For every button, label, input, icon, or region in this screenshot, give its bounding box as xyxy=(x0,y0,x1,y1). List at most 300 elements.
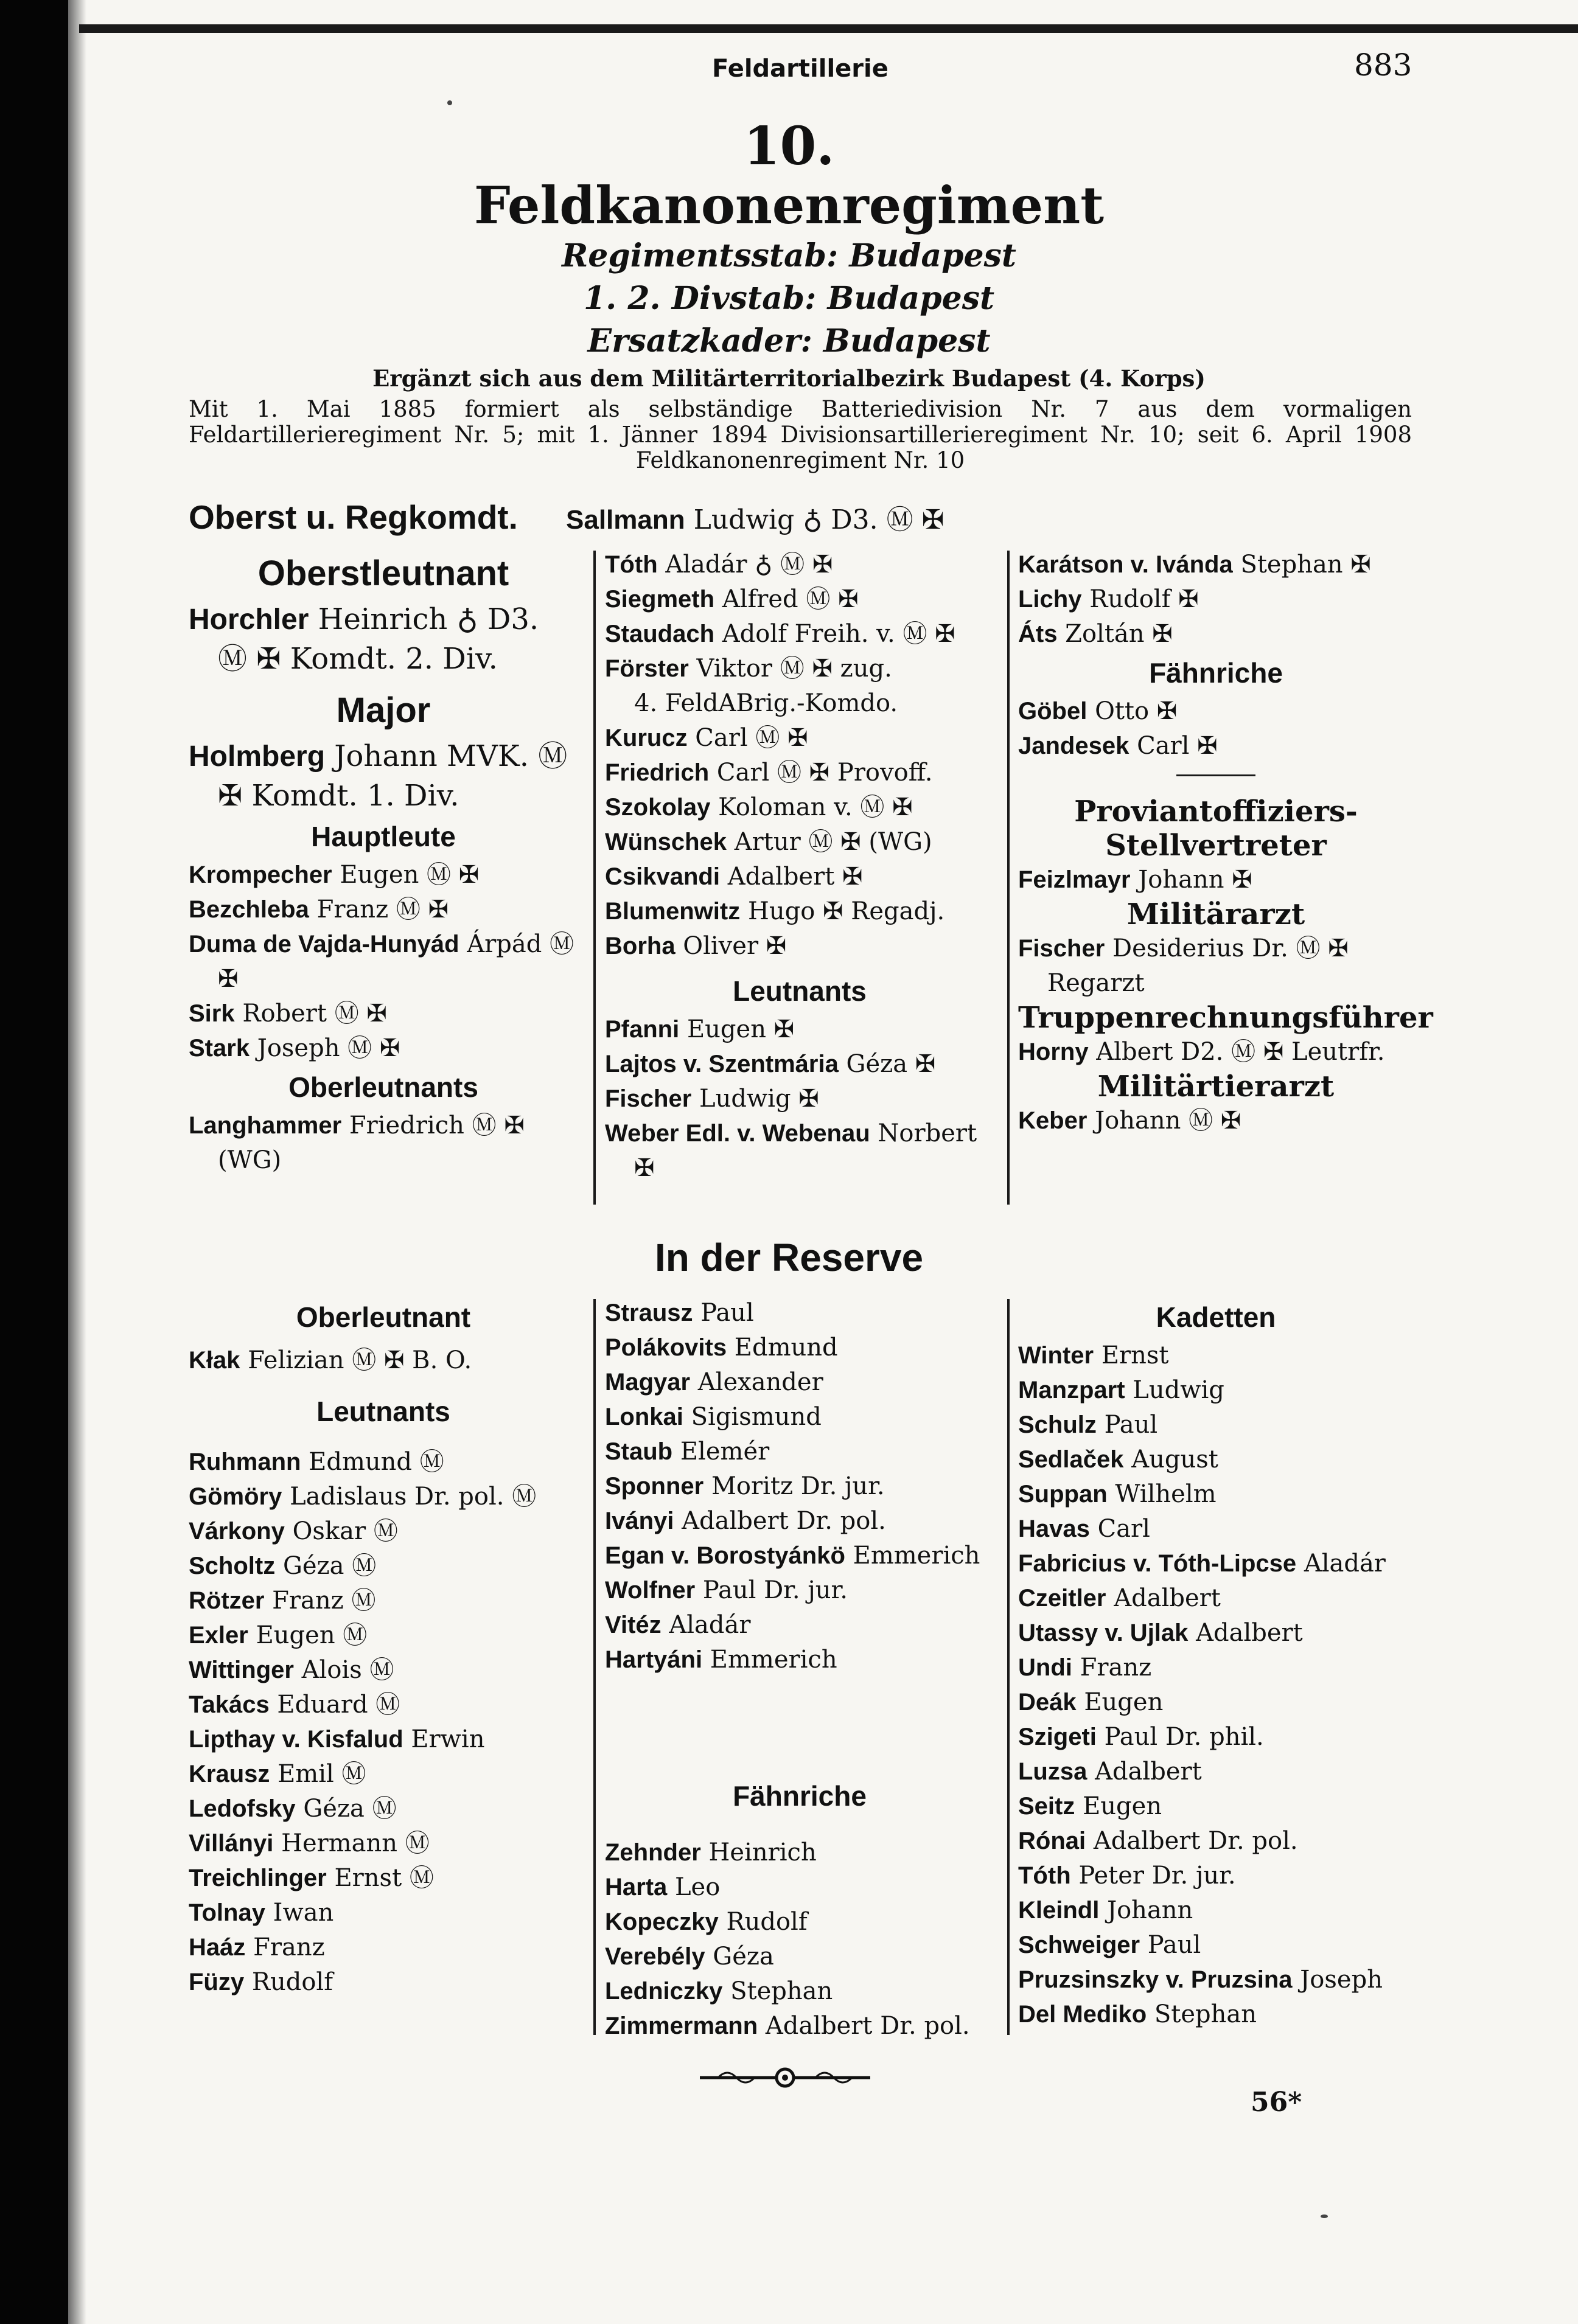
regiment-number: 10. xyxy=(743,116,835,177)
column-divider-upper-1 xyxy=(593,551,596,1205)
entry-details: Ladislaus Dr. pol. Ⓜ xyxy=(290,1483,537,1511)
roster-entry xyxy=(605,1082,994,1116)
entry-details: Johann xyxy=(1107,1896,1193,1924)
entry-details: Friedrich Ⓜ ✠ xyxy=(349,1112,525,1139)
roster-entry xyxy=(605,825,994,860)
column-divider-lower-1 xyxy=(593,1299,596,2035)
roster-entry xyxy=(1018,1477,1414,1512)
entry-details: Robert Ⓜ ✠ xyxy=(242,1000,387,1028)
roster-entry xyxy=(189,1480,578,1514)
entry-surname: Vitéz xyxy=(605,1612,662,1638)
entry-surname: Hartyáni xyxy=(605,1646,703,1673)
paper-speck xyxy=(1321,2214,1328,2218)
commander-rank: Oberst u. Regkomdt. xyxy=(189,498,518,536)
entry-surname: Duma de Vajda-Hunyád xyxy=(189,931,459,958)
entry-surname: Kleindl xyxy=(1018,1897,1100,1924)
entry-surname: Gömöry xyxy=(189,1483,282,1510)
entry-surname: Exler xyxy=(189,1622,248,1649)
entry-surname: Kłak xyxy=(189,1347,240,1374)
entry-surname: Sedlaček xyxy=(1018,1446,1124,1473)
entry-surname: Tolnay xyxy=(189,1899,265,1926)
active-column-1 xyxy=(189,548,578,1178)
entry-surname: Stark xyxy=(189,1035,250,1062)
entry-surname: Ledofsky xyxy=(189,1795,296,1822)
active-column-3 xyxy=(1018,548,1433,1138)
entry-details: Eduard Ⓜ xyxy=(277,1691,400,1719)
roster-entry xyxy=(605,652,994,686)
entry-surname: Manzpart xyxy=(1018,1377,1125,1404)
roster-entry xyxy=(605,1047,994,1082)
entry-surname: Suppan xyxy=(1018,1481,1108,1508)
roster-entry xyxy=(189,892,578,927)
entry-surname: Zimmermann xyxy=(605,2013,758,2039)
roster-entry xyxy=(189,1965,578,2000)
entry-surname: Deák xyxy=(1018,1689,1077,1716)
entry-details: Zoltán ✠ xyxy=(1065,620,1173,648)
roster-entry xyxy=(605,1012,994,1047)
entry-surname: Villányi xyxy=(189,1830,274,1857)
recruitment-district: Ergänzt sich aus dem Militärterritorialbezirk Budapest (4. Korps) xyxy=(372,365,1206,392)
entry-details: ✠ Komdt. 1. Div. xyxy=(218,779,459,813)
entry-list xyxy=(605,1296,994,1677)
heading-militaerarzt: Militärarzt xyxy=(1126,897,1305,931)
roster-entry xyxy=(189,927,578,962)
entry-details: Géza Ⓜ xyxy=(282,1552,377,1580)
roster-entry xyxy=(1018,729,1414,764)
entry-details: Eugen Ⓜ xyxy=(256,1621,368,1649)
entry-details: (WG) xyxy=(218,1146,282,1174)
entry-surname: Blumenwitz xyxy=(605,898,741,925)
station-divstab: 1. 2. Divstab: Budapest xyxy=(583,280,995,317)
entry-details: Adalbert xyxy=(1095,1758,1202,1786)
entry-list xyxy=(1018,1035,1414,1070)
entry-list xyxy=(605,1012,994,1186)
roster-entry xyxy=(1018,548,1414,582)
roster-entry xyxy=(189,639,578,678)
entry-details: Johann MVK. Ⓜ xyxy=(334,739,568,773)
entry-details: Árpád Ⓜ xyxy=(467,930,574,958)
roster-entry xyxy=(189,1445,578,1480)
entry-details: Albert D2. Ⓜ ✠ Leutrfr. xyxy=(1096,1038,1385,1066)
roster-entry xyxy=(189,600,578,639)
entry-surname: Lichy xyxy=(1018,586,1082,613)
entry-details: Johann ✠ xyxy=(1138,866,1252,894)
entry-details: Iwan xyxy=(273,1899,334,1927)
entry-details: Eugen Ⓜ ✠ xyxy=(340,861,480,889)
running-head: Feldartillerie xyxy=(712,55,888,83)
commander-entry xyxy=(566,498,944,537)
roster-entry xyxy=(189,1896,578,1930)
roster-entry xyxy=(605,1573,994,1608)
entry-surname: Tóth xyxy=(605,551,658,578)
entry-surname: Keber xyxy=(1018,1107,1087,1134)
roster-entry xyxy=(189,962,578,997)
entry-surname: Zehnder xyxy=(605,1839,701,1866)
entry-surname: Friedrich xyxy=(605,759,710,786)
entry-details: Moritz Dr. jur. xyxy=(711,1472,885,1500)
entry-surname: Ledniczky xyxy=(605,1978,723,2005)
entry-details: Aladár ♁ Ⓜ ✠ xyxy=(665,551,833,579)
roster-entry xyxy=(189,1584,578,1618)
entry-list xyxy=(1018,931,1414,1001)
entry-surname: Jandesek xyxy=(1018,732,1129,759)
active-column-2 xyxy=(605,548,994,1186)
entry-details: Norbert xyxy=(878,1119,977,1147)
entry-details: Oskar Ⓜ xyxy=(292,1517,398,1545)
roster-entry xyxy=(605,894,994,929)
entry-surname: Schweiger xyxy=(1018,1932,1140,1958)
roster-entry xyxy=(1018,1755,1414,1789)
entry-list xyxy=(189,858,578,1066)
entry-surname: Várkony xyxy=(189,1518,285,1545)
entry-details: Emil Ⓜ xyxy=(278,1760,366,1788)
roster-entry xyxy=(1018,1546,1414,1581)
entry-list xyxy=(1018,1104,1414,1138)
ornament-icon xyxy=(694,2062,876,2093)
entry-details: Carl Ⓜ ✠ Provoff. xyxy=(716,759,933,787)
reserve-column-2 xyxy=(605,1296,994,2044)
entry-surname: Sponner xyxy=(605,1473,704,1500)
entry-surname: Staub xyxy=(605,1438,673,1465)
entry-details: Rudolf xyxy=(251,1968,333,1996)
entry-surname: Lipthay v. Kisfalud xyxy=(189,1726,403,1753)
entry-surname: Fabricius v. Tóth-Lipcse xyxy=(1018,1550,1297,1577)
roster-entry xyxy=(1018,1442,1414,1477)
entry-surname: Harta xyxy=(605,1874,668,1901)
entry-details: Ⓜ ✠ Komdt. 2. Div. xyxy=(218,642,498,676)
entry-details: Stephan xyxy=(1154,2000,1257,2028)
entry-details: Desiderius Dr. Ⓜ ✠ xyxy=(1112,934,1349,962)
roster-entry xyxy=(605,1365,994,1400)
section-rule xyxy=(1176,774,1255,776)
roster-entry xyxy=(1018,1373,1414,1408)
entry-surname: Feizlmayr xyxy=(1018,866,1131,893)
roster-entry xyxy=(1018,863,1414,897)
roster-entry xyxy=(1018,1581,1414,1616)
entry-surname: Füzy xyxy=(189,1969,245,1995)
entry-surname: Weber Edl. v. Webenau xyxy=(605,1120,870,1147)
entry-details: Alfred Ⓜ ✠ xyxy=(722,585,859,613)
entry-surname: Horchler xyxy=(189,604,309,636)
roster-entry xyxy=(605,582,994,617)
entry-details: Ludwig ✠ xyxy=(699,1085,819,1113)
entry-details: Johann Ⓜ ✠ xyxy=(1095,1107,1241,1135)
entry-details: Hermann Ⓜ xyxy=(281,1829,430,1857)
roster-entry xyxy=(605,1643,994,1677)
roster-entry xyxy=(189,1930,578,1965)
entry-surname: Fischer xyxy=(1018,935,1105,962)
entry-details: Géza xyxy=(713,1943,774,1971)
entry-details: Ernst Ⓜ xyxy=(334,1864,434,1892)
entry-surname: Del Mediko xyxy=(1018,2001,1147,2028)
roster-entry xyxy=(605,548,994,582)
entry-surname: Sirk xyxy=(189,1000,235,1027)
roster-entry xyxy=(605,1870,994,1905)
roster-entry xyxy=(1018,966,1414,1001)
entry-list xyxy=(189,1343,578,1378)
entry-details: Edmund xyxy=(734,1334,838,1362)
entry-list xyxy=(189,1445,578,2000)
heading-proviantoffizier: Proviantoffiziers-Stellvertreter xyxy=(1074,795,1358,863)
entry-details: Edmund Ⓜ xyxy=(309,1448,444,1476)
entry-surname: Schulz xyxy=(1018,1411,1097,1438)
entry-surname: Seitz xyxy=(1018,1793,1075,1820)
roster-entry xyxy=(1018,1997,1414,2032)
entry-details: Viktor Ⓜ ✠ zug. xyxy=(696,655,892,683)
roster-entry xyxy=(1018,1651,1414,1685)
entry-surname: Langhammer xyxy=(189,1112,342,1139)
roster-entry xyxy=(605,686,994,721)
entry-surname: Tóth xyxy=(1018,1862,1071,1889)
roster-entry xyxy=(1018,1824,1414,1859)
entry-details: Alexander xyxy=(697,1368,823,1396)
roster-entry xyxy=(189,1143,578,1178)
roster-entry xyxy=(1018,694,1414,729)
entry-list xyxy=(605,1835,994,2044)
entry-details: Eugen xyxy=(1083,1792,1162,1820)
roster-entry xyxy=(189,1549,578,1584)
entry-details: Paul xyxy=(1147,1931,1201,1959)
entry-surname: Wolfner xyxy=(605,1577,696,1604)
roster-entry xyxy=(605,2009,994,2044)
roster-entry xyxy=(189,1653,578,1688)
entry-details: Paul Dr. jur. xyxy=(702,1576,848,1604)
entry-details: Carl ✠ xyxy=(1137,732,1218,760)
entry-surname: Lonkai xyxy=(605,1404,683,1430)
entry-surname: Takács xyxy=(189,1691,270,1718)
entry-details: Adalbert xyxy=(1196,1619,1303,1647)
entry-surname: Lajtos v. Szentmária xyxy=(605,1051,839,1077)
entry-surname: Luzsa xyxy=(1018,1758,1087,1785)
entry-surname: Strausz xyxy=(605,1299,693,1326)
entry-list xyxy=(189,737,578,815)
entry-details: Sigismund xyxy=(691,1403,822,1431)
entry-details: Joseph xyxy=(1300,1966,1383,1994)
entry-details: Paul xyxy=(1104,1411,1158,1439)
roster-entry xyxy=(189,1757,578,1792)
entry-details: Eugen ✠ xyxy=(686,1015,795,1043)
heading-leutnants: Leutnants xyxy=(316,1396,450,1427)
entry-details: Aladár xyxy=(1304,1550,1386,1578)
entry-surname: Horny xyxy=(1018,1038,1089,1065)
entry-details: August xyxy=(1131,1446,1218,1473)
roster-entry xyxy=(189,1343,578,1378)
entry-list xyxy=(189,1108,578,1178)
entry-details: Heinrich xyxy=(708,1839,817,1867)
roster-entry xyxy=(1018,1720,1414,1755)
entry-details: Alois Ⓜ xyxy=(301,1656,394,1684)
entry-surname: Magyar xyxy=(605,1369,691,1396)
roster-entry xyxy=(1018,1859,1414,1893)
entry-surname: Karátson v. Ivánda xyxy=(1018,551,1233,578)
commander-details: Ludwig ♁ D3. Ⓜ ✠ xyxy=(693,504,944,535)
entry-surname: Winter xyxy=(1018,1342,1094,1369)
roster-entry xyxy=(189,858,578,892)
entry-surname: Iványi xyxy=(605,1508,674,1534)
roster-entry xyxy=(605,1435,994,1469)
roster-entry xyxy=(1018,1512,1414,1546)
entry-surname: Siegmeth xyxy=(605,586,715,613)
entry-details: Emmerich xyxy=(853,1542,980,1570)
roster-entry xyxy=(189,1108,578,1143)
roster-entry xyxy=(1018,1338,1414,1373)
column-divider-lower-2 xyxy=(1007,1299,1010,2035)
heading-oberleutnants: Oberleutnants xyxy=(288,1071,478,1103)
entry-details: Heinrich ♁ D3. xyxy=(318,602,539,636)
entry-details: Leo xyxy=(674,1873,721,1901)
roster-entry xyxy=(189,1618,578,1653)
entry-surname: Pruzsinszky v. Pruzsina xyxy=(1018,1966,1293,1993)
roster-entry xyxy=(189,1514,578,1549)
entry-details: Franz xyxy=(253,1933,325,1961)
entry-surname: Treichlinger xyxy=(189,1865,327,1891)
entry-details: Paul Dr. phil. xyxy=(1104,1723,1264,1751)
entry-details: Oliver ✠ xyxy=(683,932,787,960)
station-ersatzkader: Ersatzkader: Budapest xyxy=(587,322,991,360)
roster-entry xyxy=(605,756,994,790)
top-rule xyxy=(79,24,1578,33)
entry-details: Elemér xyxy=(680,1438,770,1466)
entry-details: Peter Dr. jur. xyxy=(1078,1862,1236,1890)
roster-entry xyxy=(605,1469,994,1504)
roster-entry xyxy=(605,1940,994,1974)
roster-entry xyxy=(605,1608,994,1643)
commander-surname: Sallmann xyxy=(566,505,685,535)
entry-surname: Haáz xyxy=(189,1934,246,1961)
entry-surname: Polákovits xyxy=(605,1334,727,1361)
entry-details: Adalbert Dr. pol. xyxy=(765,2012,970,2040)
entry-surname: Staudach xyxy=(605,621,715,647)
roster-entry xyxy=(189,1688,578,1722)
entry-surname: Fischer xyxy=(605,1085,692,1112)
entry-details: Otto ✠ xyxy=(1095,697,1178,725)
entry-details: Adalbert Dr. pol. xyxy=(1093,1827,1298,1855)
column-divider-upper-2 xyxy=(1007,551,1010,1205)
heading-oberleutnant: Oberleutnant xyxy=(296,1301,471,1333)
roster-entry xyxy=(605,790,994,825)
regiment-name: Feldkanonenregiment xyxy=(474,175,1104,235)
entry-details: Adalbert xyxy=(1114,1584,1221,1612)
entry-details: ✠ xyxy=(218,965,239,993)
entry-surname: Czeitler xyxy=(1018,1585,1106,1612)
entry-surname: Áts xyxy=(1018,621,1058,647)
entry-details: Erwin xyxy=(411,1725,485,1753)
roster-entry xyxy=(189,1792,578,1826)
entry-surname: Göbel xyxy=(1018,698,1087,725)
roster-entry xyxy=(1018,1789,1414,1824)
entry-details: Eugen xyxy=(1084,1688,1164,1716)
entry-details: Franz Ⓜ xyxy=(272,1587,376,1615)
entry-list xyxy=(1018,548,1414,652)
entry-details: Emmerich xyxy=(710,1646,837,1674)
entry-details: Felizian Ⓜ ✠ B. O. xyxy=(248,1346,472,1374)
paper-speck xyxy=(447,100,452,105)
entry-surname: Verebély xyxy=(605,1943,705,1970)
roster-entry xyxy=(1018,1963,1414,1997)
heading-major: Major xyxy=(336,691,431,730)
roster-entry xyxy=(605,1116,994,1151)
entry-surname: Holmberg xyxy=(189,740,326,773)
entry-details: Rudolf xyxy=(726,1908,808,1936)
entry-details: Aladár xyxy=(669,1611,751,1639)
roster-entry xyxy=(189,776,578,815)
roster-entry xyxy=(1018,931,1414,966)
roster-entry xyxy=(605,1539,994,1573)
entry-surname: Scholtz xyxy=(189,1553,276,1579)
station-regimentsstab: Regimentsstab: Budapest xyxy=(562,237,1016,274)
entry-surname: Csikvandi xyxy=(605,863,720,890)
roster-entry xyxy=(189,1031,578,1066)
entry-details: Koloman v. Ⓜ ✠ xyxy=(718,793,913,821)
entry-details: Stephan xyxy=(730,1977,833,2005)
entry-surname: Kurucz xyxy=(605,725,688,751)
entry-details: ✠ xyxy=(634,1154,655,1182)
entry-surname: Krausz xyxy=(189,1761,270,1787)
entry-details: Carl Ⓜ ✠ xyxy=(695,724,808,752)
roster-entry xyxy=(605,617,994,652)
roster-entry xyxy=(605,1296,994,1331)
entry-details: Stephan ✠ xyxy=(1240,551,1371,579)
roster-entry xyxy=(605,1504,994,1539)
commander-row xyxy=(189,498,1412,546)
entry-details: Regarzt xyxy=(1047,969,1145,997)
entry-list xyxy=(1018,1338,1414,2032)
entry-surname: Havas xyxy=(1018,1515,1090,1542)
heading-leutnants: Leutnants xyxy=(733,975,867,1007)
entry-details: Adalbert ✠ xyxy=(727,863,863,891)
roster-entry xyxy=(605,1835,994,1870)
entry-details: Adolf Freih. v. Ⓜ ✠ xyxy=(722,620,955,648)
roster-entry xyxy=(189,1826,578,1861)
entry-surname: Szigeti xyxy=(1018,1724,1097,1750)
roster-entry xyxy=(1018,617,1414,652)
entry-details: Ludwig xyxy=(1133,1376,1224,1404)
roster-entry xyxy=(605,721,994,756)
entry-details: Wilhelm xyxy=(1115,1480,1217,1508)
page-number: 883 xyxy=(1354,47,1412,83)
roster-entry xyxy=(1018,1035,1414,1070)
heading-faehnriche: Fähnriche xyxy=(733,1780,867,1812)
entry-surname: Rötzer xyxy=(189,1587,265,1614)
roster-entry xyxy=(1018,582,1414,617)
entry-list xyxy=(1018,863,1414,897)
heading-truppenrechnungsfuehrer: Truppenrechnungsführer xyxy=(1018,1001,1433,1035)
entry-surname: Utassy v. Ujlak xyxy=(1018,1619,1189,1646)
reserve-column-1 xyxy=(189,1296,578,2000)
entry-details: Géza Ⓜ xyxy=(303,1795,397,1823)
roster-entry xyxy=(1018,1104,1414,1138)
heading-faehnriche: Fähnriche xyxy=(1149,657,1283,689)
roster-entry xyxy=(605,1974,994,2009)
entry-details: Adalbert Dr. pol. xyxy=(682,1507,886,1535)
entry-surname: Ruhmann xyxy=(189,1449,301,1475)
roster-entry xyxy=(605,1905,994,1940)
entry-details: Artur Ⓜ ✠ (WG) xyxy=(734,828,932,856)
entry-details: Géza ✠ xyxy=(846,1050,936,1078)
entry-surname: Undi xyxy=(1018,1654,1072,1681)
roster-entry xyxy=(605,1331,994,1365)
heading-militaertierarzt: Militärtierarzt xyxy=(1097,1070,1335,1104)
entry-surname: Wünschek xyxy=(605,829,727,855)
entry-details: Paul xyxy=(700,1299,754,1327)
roster-entry xyxy=(1018,1685,1414,1720)
entry-surname: Szokolay xyxy=(605,794,711,821)
entry-details: Joseph Ⓜ ✠ xyxy=(257,1034,400,1062)
entry-surname: Pfanni xyxy=(605,1016,680,1043)
entry-surname: Krompecher xyxy=(189,861,332,888)
entry-details: Ernst xyxy=(1101,1341,1169,1369)
heading-oberstleutnant: Oberstleutnant xyxy=(257,554,509,593)
